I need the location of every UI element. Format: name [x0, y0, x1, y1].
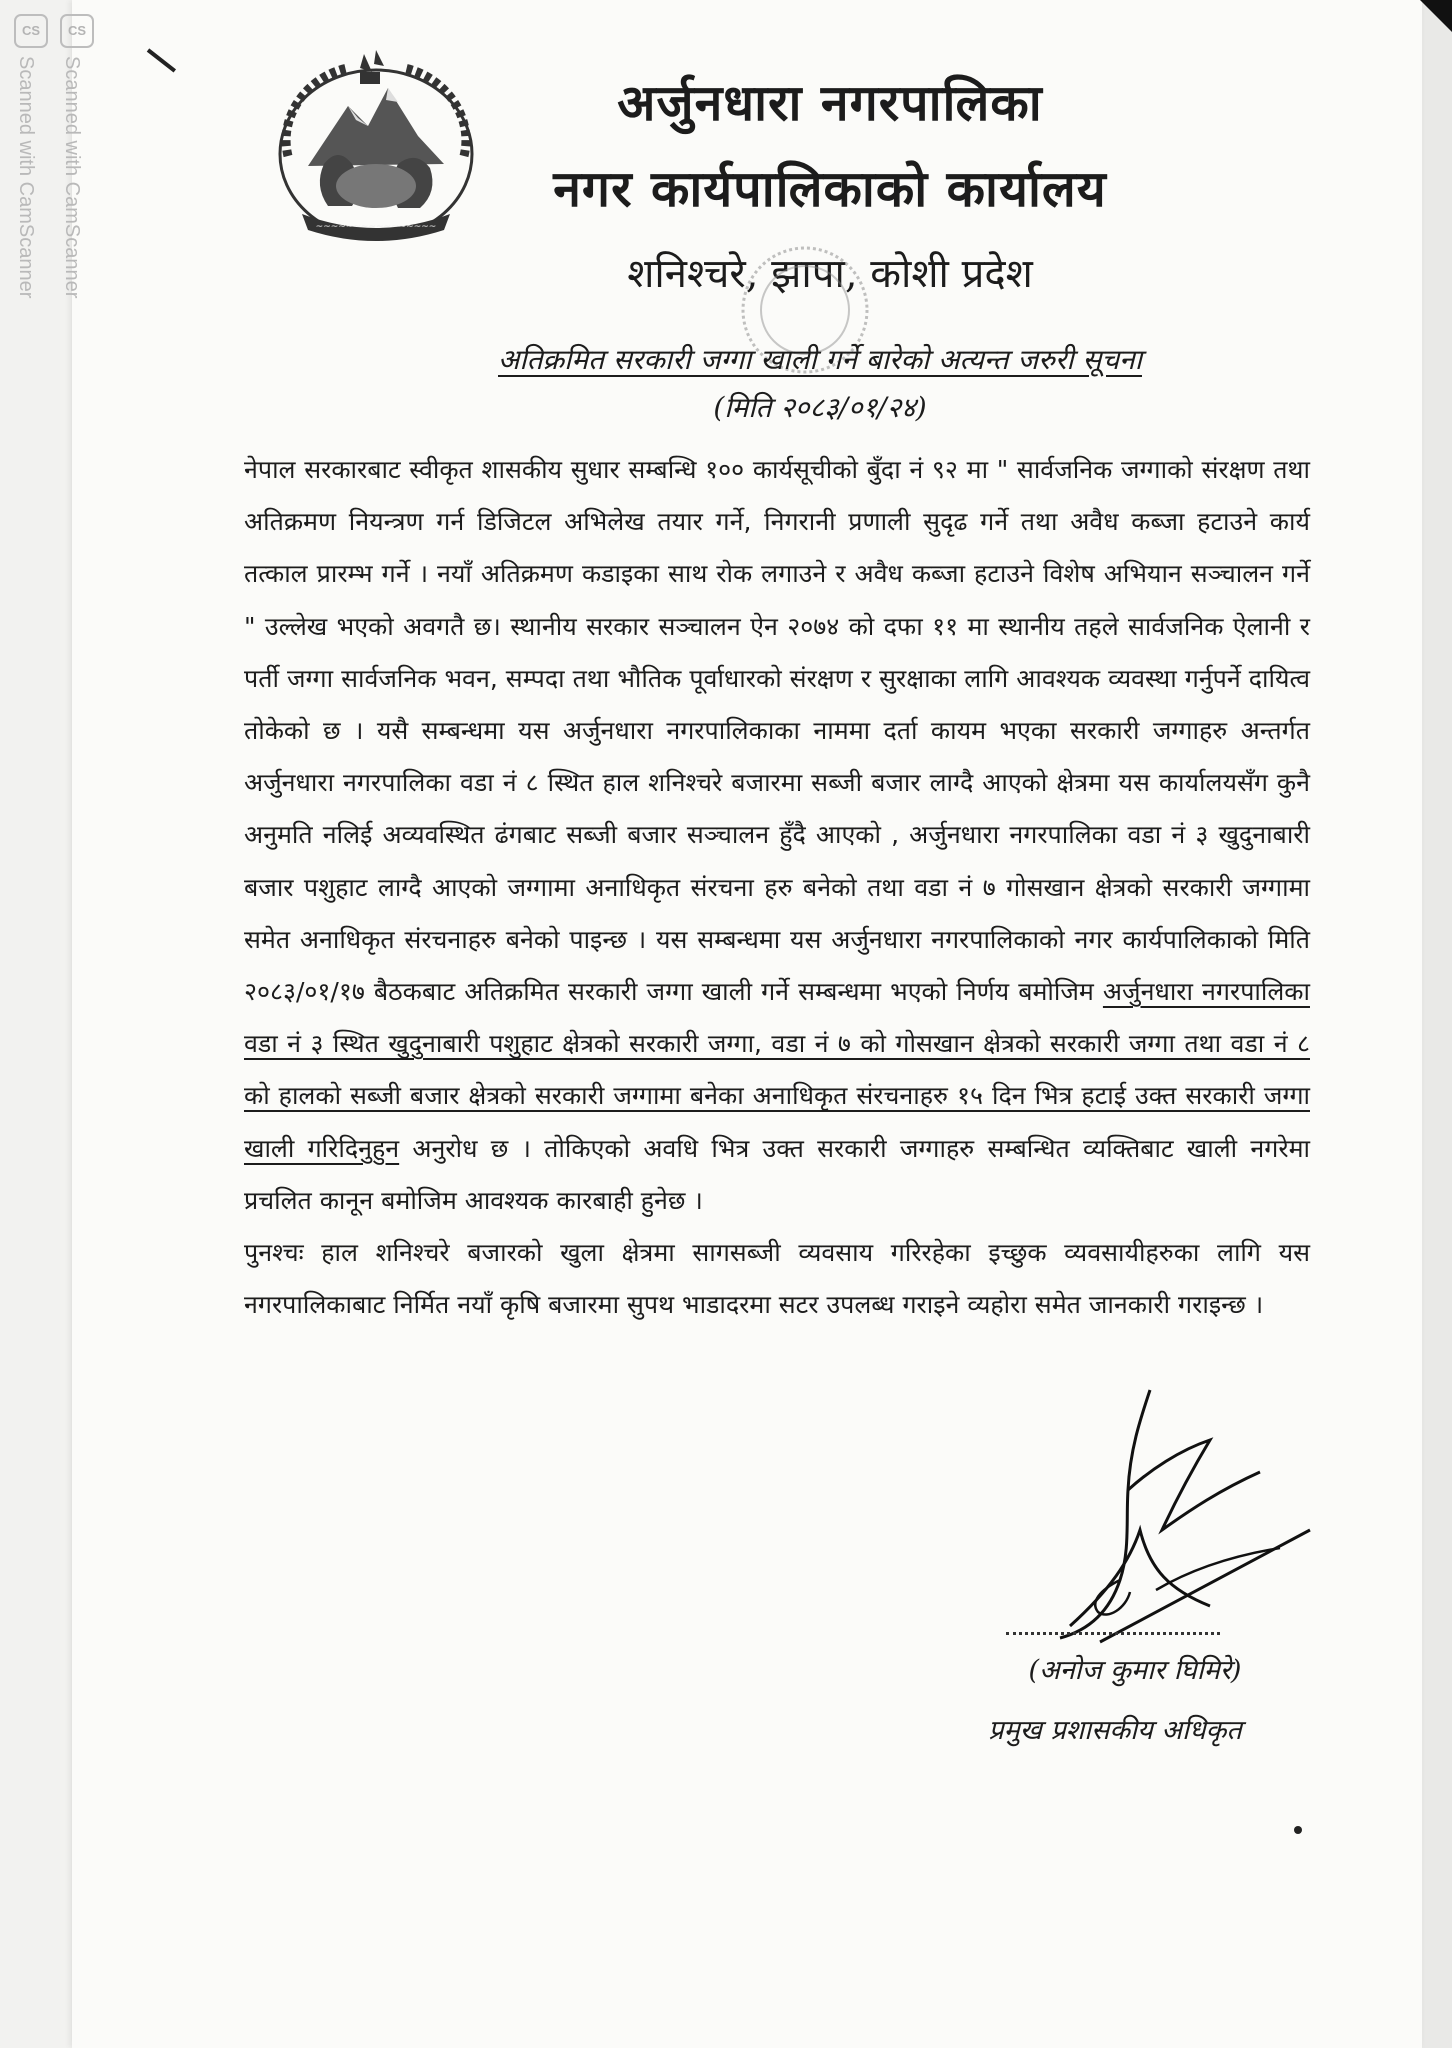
notice-body: [244, 444, 1310, 1331]
body-underlined-directive: अर्जुनधारा नगरपालिका वडा नं ३ स्थित खुदुनाबारी पशुहाट क्षेत्रको सरकारी जग्गा, वडा नं ७ को गोसखान क्षेत्रको सरकारी जग्गा तथा वडा नं ८ को हालको सब्जी बजार क्षेत्रको सरकारी जग्गामा बनेका अनाधिकृत संरचनाहरु १५ दिन भित्र हटाई उक्त सरकारी जग्गा खाली गरिदिनुहुन: [244, 977, 1310, 1163]
handwritten-signature: [980, 1380, 1360, 1660]
body-text-end: अनुरोध छ । तोकिएको अवधि भित्र उक्त सरकारी जग्गाहरु सम्बन्धित व्यक्तिबाट खाली नगरेमा प्रचलित कानून बमोजिम आवश्यक कारबाही हुनेछ ।: [244, 1133, 1310, 1215]
ink-dot: [1294, 1826, 1302, 1834]
office-name: नगर कार्यपालिकाको कार्यालय: [553, 159, 1107, 218]
body-text: नेपाल सरकारबाट स्वीकृत शासकीय सुधार सम्बन्धि १०० कार्यसूचीको बुँदा नं ९२ मा " सार्वजनिक जग्गाको संरक्षण तथा अतिक्रमण नियन्त्रण गर्न डिजिटल अभिलेख तयार गर्ने, निगरानी प्रणाली सुदृढ गर्ने तथा अवैध कब्जा हटाउने कार्य तत्काल प्रारम्भ गर्ने । नयाँ अतिक्रमण कडाइका साथ रोक लगाउने र अवैध कब्जा हटाउने विशेष अभियान सञ्चालन गर्ने " उल्लेख भएको अवगतै छ। स्थानीय सरकार सञ्चालन ऐन २०७४ को दफा ११ मा स्थानीय तहले सार्वजनिक ऐलानी र पर्ती जग्गा सार्वजनिक भवन, सम्पदा तथा भौतिक पूर्वाधारको संरक्षण र सुरक्षाका लागि आवश्यक व्यवस्था गर्नुपर्ने दायित्व तोकेको छ । यसै सम्बन्धमा यस अर्जुनधारा नगरपालिकाका नाममा दर्ता कायम भएका सरकारी जग्गाहरु अन्तर्गत अर्जुनधारा नगरपालिका वडा नं ८ स्थित हाल शनिश्चरे बजारमा सब्जी बजार लाग्दै आएको क्षेत्रमा यस कार्यालयसँग कुनै अनुमति नलिई अव्यवस्थित ढंगबाट सब्जी बजार सञ्चालन हुँदै आएको , अर्जुनधारा नगरपालिका वडा नं ३ खुदुनाबारी बजार पशुहाट लाग्दै आएको जग्गामा अनाधिकृत संरचना हरु बनेको तथा वडा नं ७ गोसखान क्षेत्रको सरकारी जग्गामा समेत अनाधिकृत संरचनाहरु बनेको पाइन्छ । यस सम्बन्धमा यस अर्जुनधारा नगरपालिकाको नगर कार्यपालिकाको मिति २०८३/०१/१७ बैठकबाट अतिक्रमित सरकारी जग्गा खाली गर्ने सम्बन्धमा भएको निर्णय बमोजिम: [244, 455, 1310, 1007]
nepal-emblem-icon: [268, 46, 484, 246]
notice-subject: अतिक्रमित सरकारी जग्गा खाली गर्ने बारेको अत्यन्त जरुरी सूचना: [498, 343, 1142, 376]
camscanner-logo-icon: CS: [60, 14, 94, 48]
office-address: शनिश्चरे, झापा, कोशी प्रदेश: [627, 251, 1033, 297]
signatory-name: (अनोज कुमार घिमिरे): [1028, 1655, 1242, 1686]
signature-line: [1006, 1632, 1220, 1635]
camscanner-text: Scanned with CamScanner: [15, 56, 37, 299]
body-paragraph: [244, 444, 1310, 1227]
signature-block: [980, 1380, 1360, 1760]
page-corner-fold: [1420, 0, 1452, 32]
camscanner-watermark: [8, 14, 104, 394]
notice-date: (मिति २०८३/०१/२४): [713, 391, 927, 424]
camscanner-logo-icon: CS: [14, 14, 48, 48]
camscanner-text: Scanned with CamScanner: [61, 56, 83, 299]
svg-text:~~~~~~~~~~~~~~~~: ~~~~~~~~~~~~~~~~: [315, 222, 437, 232]
municipality-name: अर्जुनधारा नगरपालिका: [617, 73, 1043, 132]
postscript: पुनश्चः हाल शनिश्चरे बजारको खुला क्षेत्रमा सागसब्जी व्यवसाय गरिरहेका इच्छुक व्यवसायीहरुका लागि यस नगरपालिकाबाट निर्मित नयाँ कृषि बजारमा सुपथ भाडादरमा सटर उपलब्ध गराइने व्यहोरा समेत जानकारी गराइन्छ ।: [244, 1238, 1310, 1320]
signatory-title: प्रमुख प्रशासकीय अधिकृत: [988, 1715, 1242, 1746]
